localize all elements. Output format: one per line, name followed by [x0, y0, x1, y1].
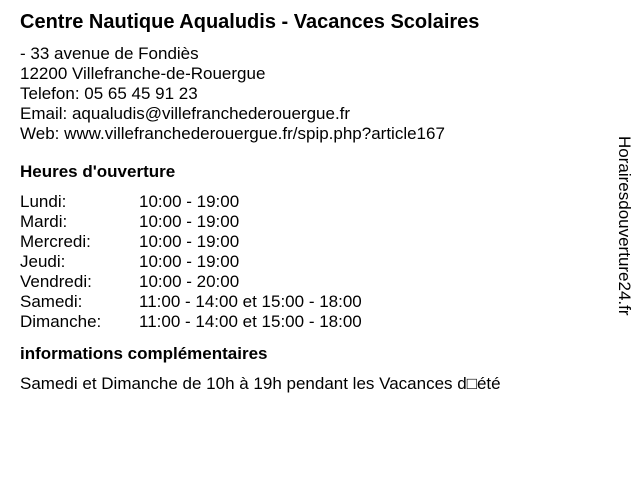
hours-day: Dimanche:	[20, 312, 102, 331]
hours-time: 10:00 - 19:00	[139, 192, 240, 211]
hours-row-saturday	[20, 292, 600, 312]
hours-day: Mercredi:	[20, 232, 91, 251]
hours-day: Jeudi:	[20, 252, 66, 271]
email-line: Email: aqualudis@villefranchederouergue.fr	[20, 104, 351, 123]
page-title: Centre Nautique Aqualudis - Vacances Scolaires	[20, 11, 480, 33]
hours-time: 10:00 - 20:00	[139, 272, 240, 291]
hours-row-friday	[20, 272, 600, 292]
site-watermark: Horairesdouverture24.fr	[615, 136, 634, 316]
phone-line: Telefon: 05 65 45 91 23	[20, 84, 198, 103]
page-content	[20, 10, 600, 394]
hours-row-monday	[20, 192, 600, 212]
address-city: 12200 Villefranche-de-Rouergue	[20, 64, 266, 83]
hours-row-thursday	[20, 252, 600, 272]
hours-row-wednesday	[20, 232, 600, 252]
address-block	[20, 44, 600, 144]
hours-day: Vendredi:	[20, 272, 92, 291]
hours-time: 11:00 - 14:00 et 15:00 - 18:00	[139, 292, 362, 311]
hours-time: 10:00 - 19:00	[139, 232, 240, 251]
hours-day: Lundi:	[20, 192, 67, 211]
hours-row-tuesday	[20, 212, 600, 232]
hours-day: Mardi:	[20, 212, 68, 231]
hours-time: 11:00 - 14:00 et 15:00 - 18:00	[139, 312, 362, 331]
info-text: Samedi et Dimanche de 10h à 19h pendant les Vacances d□été	[20, 374, 501, 393]
hours-day: Samedi:	[20, 292, 83, 311]
hours-table	[20, 192, 600, 332]
hours-time: 10:00 - 19:00	[139, 212, 240, 231]
hours-row-sunday	[20, 312, 600, 332]
info-heading: informations complémentaires	[20, 344, 268, 363]
hours-heading: Heures d'ouverture	[20, 162, 176, 181]
address-street: - 33 avenue de Fondiès	[20, 44, 199, 63]
hours-time: 10:00 - 19:00	[139, 252, 240, 271]
web-line: Web: www.villefranchederouergue.fr/spip.php?article167	[20, 124, 445, 143]
